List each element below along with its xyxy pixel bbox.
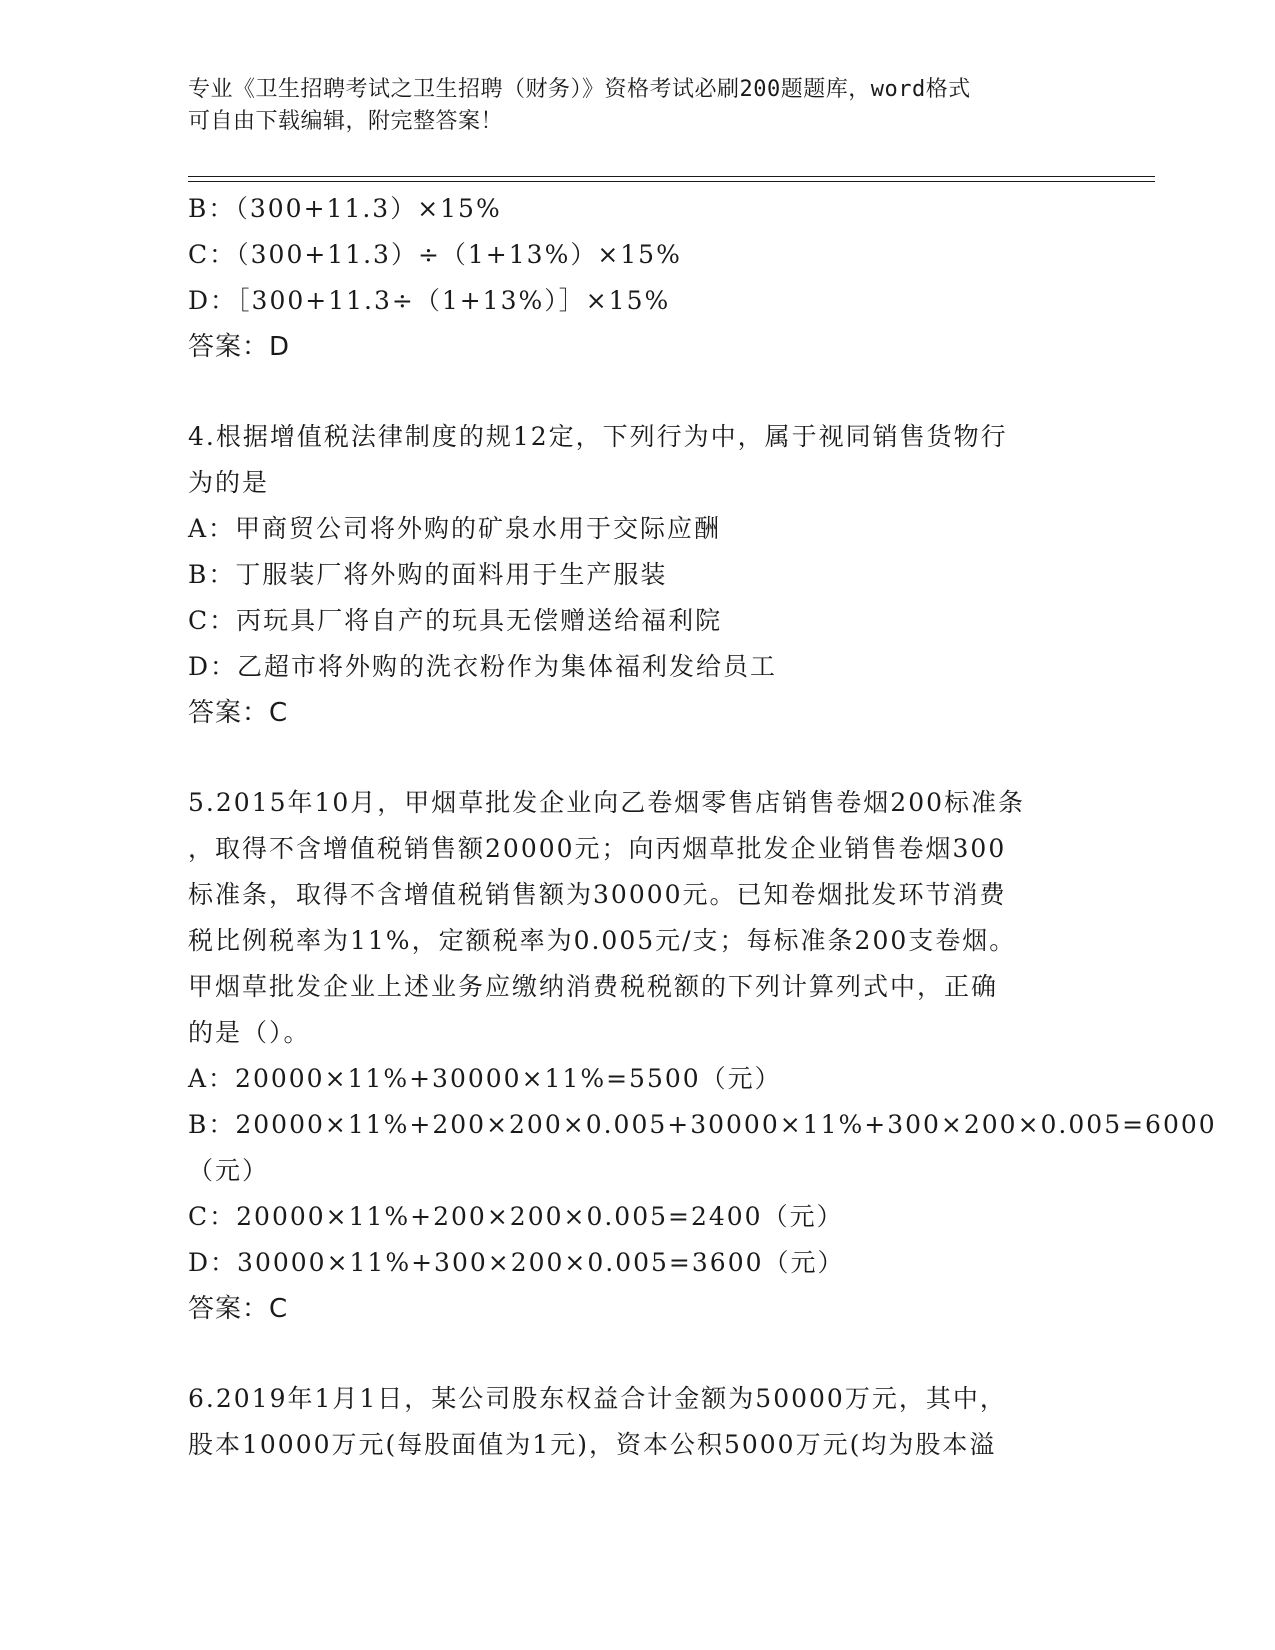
q5-option-c: C：20000×11%+200×200×0.005=2400（元） [188, 1202, 844, 1231]
q4-option-c: C：丙玩具厂将自产的玩具无偿赠送给福利院 [188, 606, 723, 635]
q4-option-a: A：甲商贸公司将外购的矿泉水用于交际应酬 [188, 514, 722, 543]
spacer [188, 370, 1088, 414]
q4-stem-line-2: 为的是 [188, 468, 270, 497]
q6-stem-line-1: 6.2019年1月1日，某公司股东权益合计金额为50000万元，其中， [188, 1384, 1007, 1413]
q5-option-a: A：20000×11%+30000×11%=5500（元） [188, 1064, 782, 1093]
q5-stem-line-1: 5.2015年10月，甲烟草批发企业向乙卷烟零售店销售卷烟200标准条 [188, 788, 1026, 817]
q3-option-b: B：（300+11.3）×15% [188, 194, 502, 223]
header-divider-bottom [188, 181, 1155, 182]
q5-stem-line-5: 甲烟草批发企业上述业务应缴纳消费税税额的下列计算列式中，正确 [188, 972, 999, 1001]
q5-stem-line-4: 税比例税率为11%，定额税率为0.005元/支；每标准条200支卷烟。 [188, 926, 1017, 955]
q5-answer: 答案：C [188, 1294, 289, 1324]
q5-option-d: D：30000×11%+300×200×0.005=3600（元） [188, 1248, 845, 1277]
q5-stem-line-6: 的是（）。 [188, 1018, 311, 1047]
question-4 [188, 414, 1088, 736]
q4-option-b: B：丁服装厂将外购的面料用于生产服装 [188, 560, 668, 589]
question-5 [188, 780, 1217, 1332]
q3-answer: 答案：D [188, 332, 291, 362]
q3-option-d: D：［300+11.3÷（1+13%）］×15% [188, 286, 671, 315]
question-content [188, 186, 1217, 1468]
q6-stem-line-2: 股本10000万元(每股面值为1元)，资本公积5000万元(均为股本溢 [188, 1430, 997, 1459]
spacer [188, 1332, 1088, 1376]
header-title-line-2: 可自由下载编辑，附完整答案！ [188, 109, 504, 134]
q4-answer: 答案：C [188, 698, 289, 728]
document-header [188, 74, 1068, 138]
q5-stem-line-2: ，取得不含增值税销售额20000元；向丙烟草批发企业销售卷烟300 [188, 834, 1007, 863]
q5-option-b-line-2: （元） [188, 1156, 270, 1185]
q4-option-d: D：乙超市将外购的洗衣粉作为集体福利发给员工 [188, 652, 778, 681]
q4-stem-line-1: 4.根据增值税法律制度的规12定，下列行为中，属于视同销售货物行 [188, 422, 1008, 451]
header-title-line-1: 专业《卫生招聘考试之卫生招聘（财务）》资格考试必刷200题题库，word格式 [188, 77, 971, 102]
q3-option-c: C：（300+11.3）÷（1+13%）×15% [188, 240, 682, 269]
q5-stem-line-3: 标准条，取得不含增值税销售额为30000元。已知卷烟批发环节消费 [188, 880, 1007, 909]
question-6 [188, 1376, 1088, 1468]
q5-option-b-line-1: B：20000×11%+200×200×0.005+30000×11%+300×200×0.005=6000 [188, 1110, 1217, 1139]
question-3-tail [188, 186, 1088, 370]
header-divider-top [188, 176, 1155, 177]
spacer [188, 736, 1088, 780]
